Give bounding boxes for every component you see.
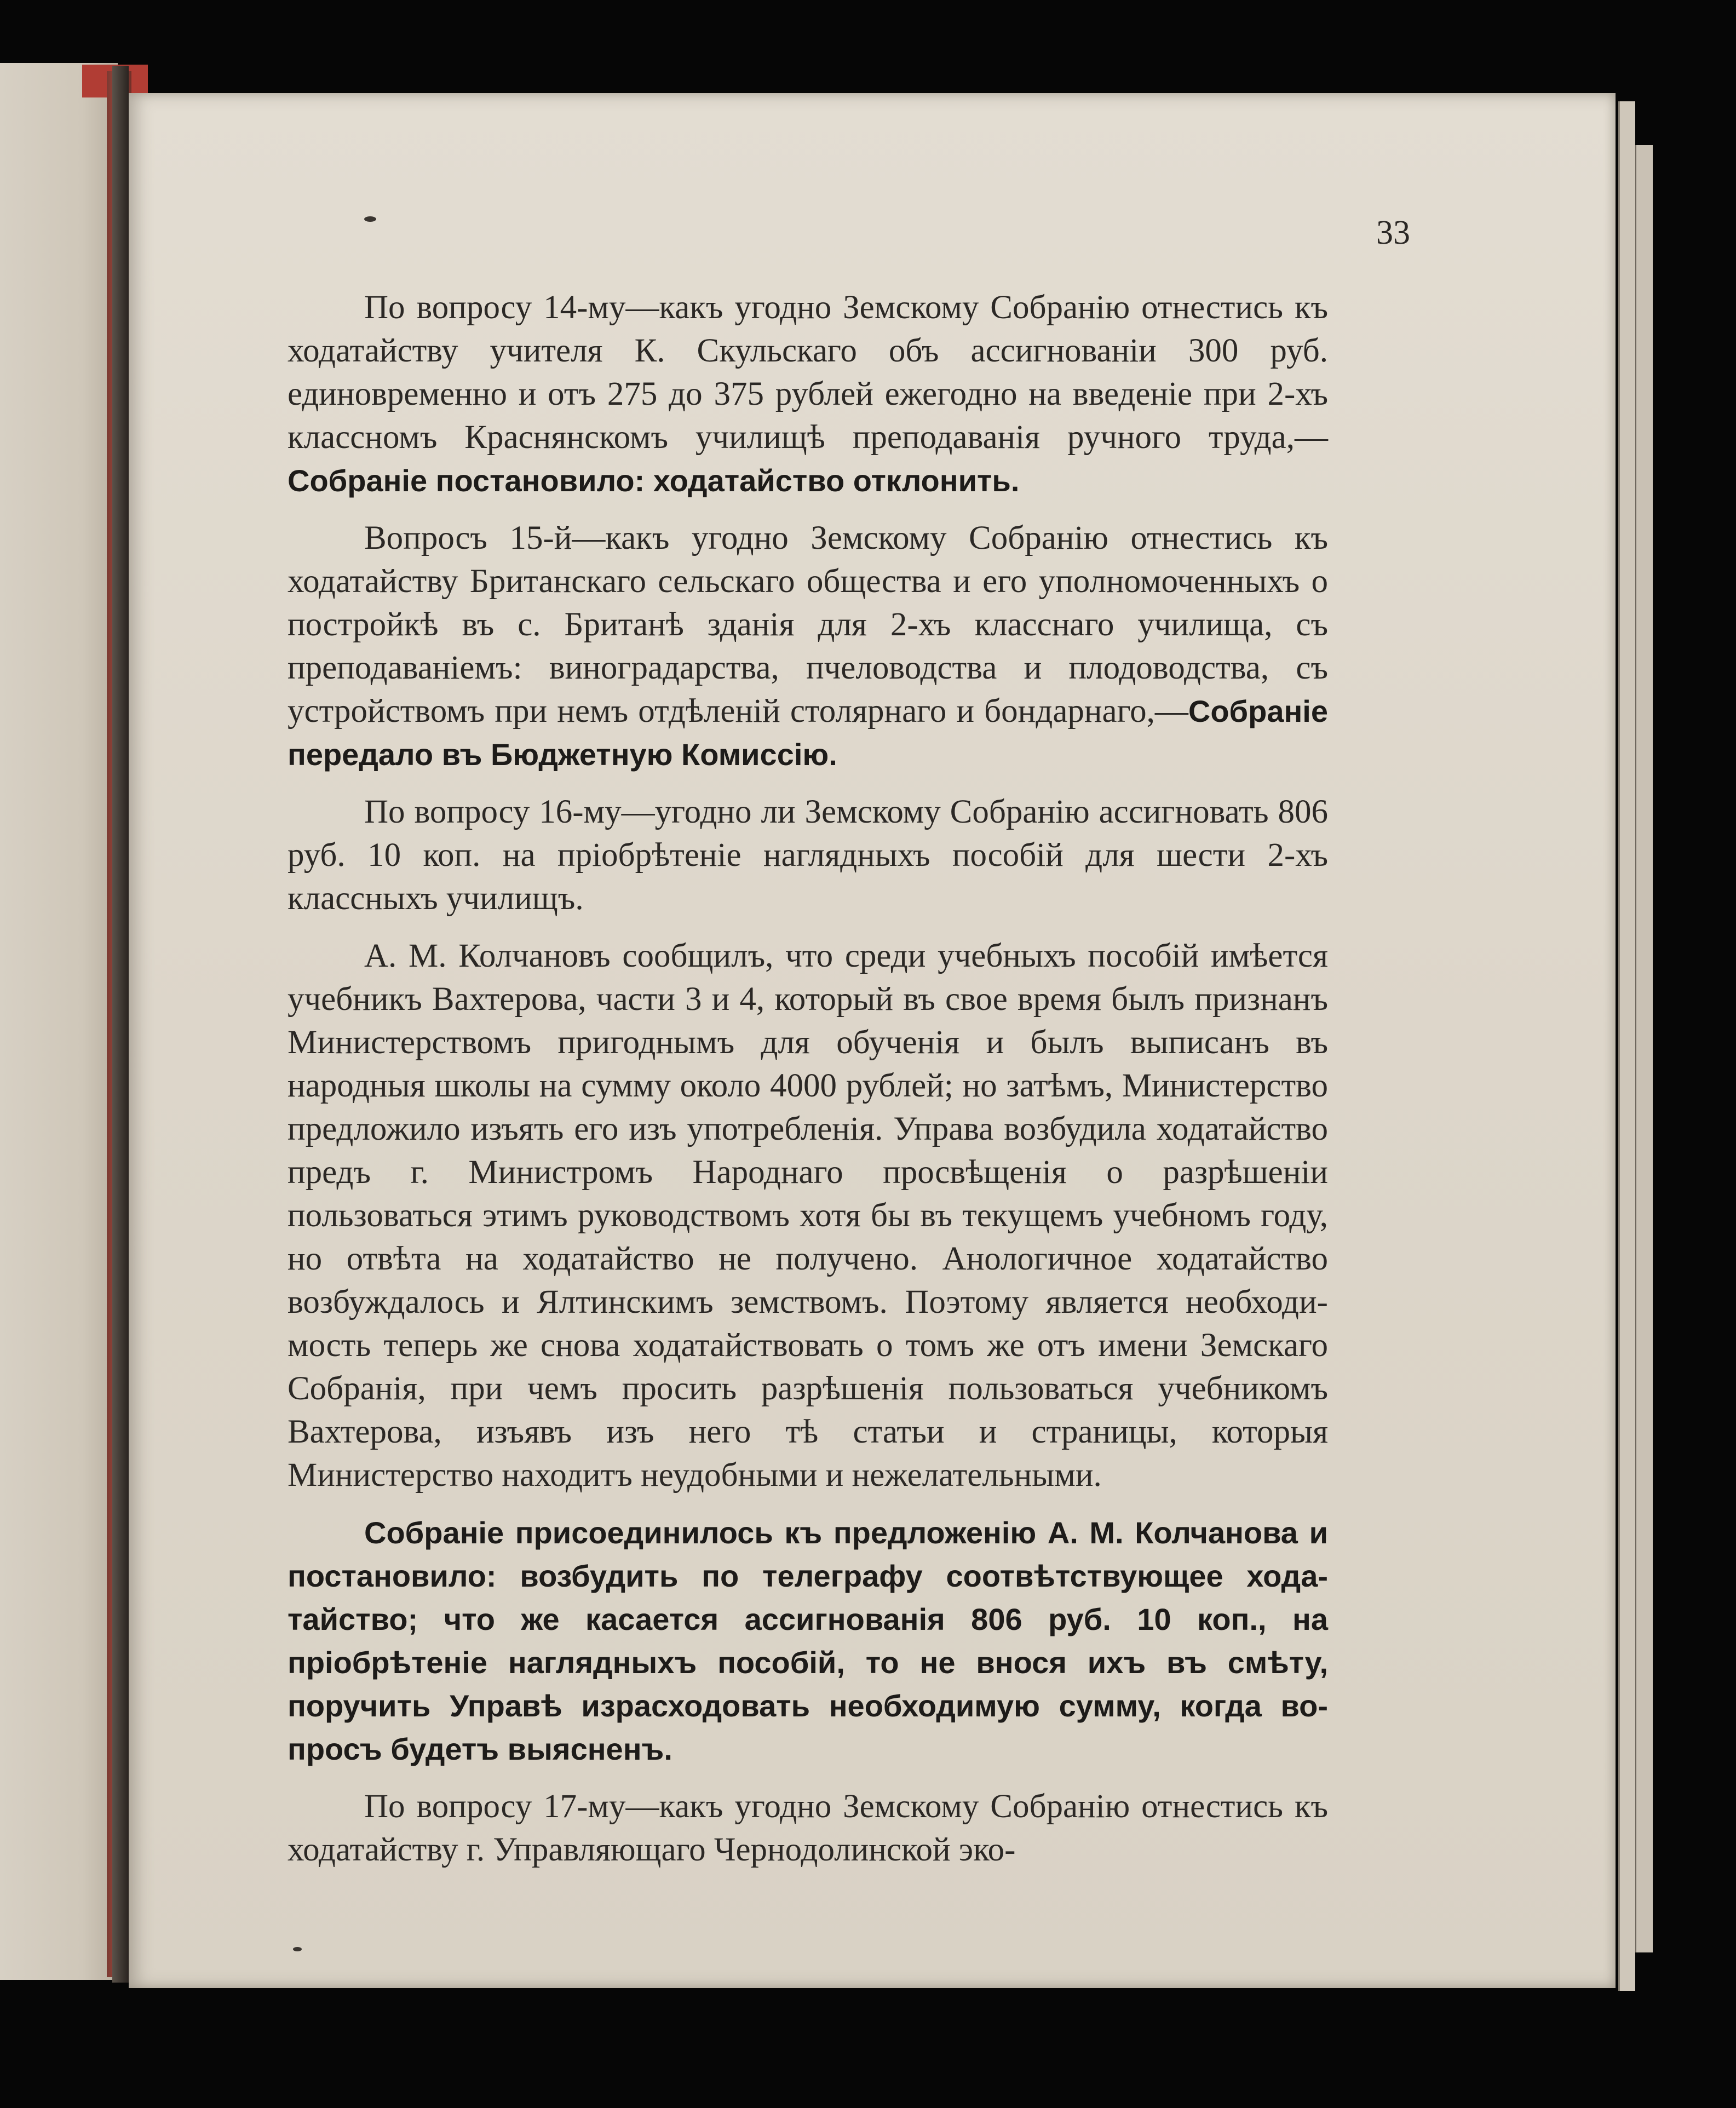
resolution-text: Собраніе постановило: ходатайство отклонить. <box>288 463 1020 498</box>
page-body <box>288 286 1328 1886</box>
paragraph-question-14 <box>288 286 1328 502</box>
paragraph-text: Вопросъ 15-й—какъ угодно Земскому Собранію отнестись къ ходатайству Британскаго сельскаго общества и его уполномоченныхъ о постройкѣ въ с. Британѣ зданія для 2-хъ класснаго училища, съ преподаваніемъ: виноградарства, пчеловодства и плодоводства, съ устройствомъ при немъ отдѣленій столярнаго и бондарнаго,— <box>288 520 1328 730</box>
page-stack-edge-back <box>1635 145 1653 1952</box>
paragraph-question-17 <box>288 1785 1328 1871</box>
paragraph-kolchanov-report <box>288 934 1328 1497</box>
paragraph-text: По вопросу 14-му—какъ угодно Земскому Собранію отнестись къ ходатайству учителя К. Скульскаго объ ассигнованіи 300 руб. единовременно и отъ 275 до 375 рублей ежегодно на введеніе при 2-хъ классномъ Краснянскомъ училищѣ преподаванія ручного труда,— <box>288 289 1328 456</box>
paragraph-question-15 <box>288 516 1328 776</box>
previous-page-edge <box>0 63 118 1980</box>
paragraph-text: По вопросу 16-му—угодно ли Земскому Собранію ассигновать 806 руб. 10 коп. на пріобрѣтеніе наглядныхъ пособій для шести 2-хъ классныхъ училищъ. <box>288 794 1328 917</box>
paragraph-resolution: Собраніе присоединилось къ предложенію А. М. Колчанова и постановило: возбудить по телеграфу соотвѣтствующее ходатайство; что же касается ассигнованія 806 руб. 10 коп., на пріобрѣтеніе наглядныхъ пособій, то не внося ихъ въ смѣту, поручить Управѣ израсходовать необходимую сумму, когда вопросъ будетъ выясненъ. <box>288 1515 1328 1766</box>
resolution-text: Собраніе передало въ Бюджетную Комиссію. <box>288 694 1328 772</box>
page-number: 33 <box>1376 214 1410 251</box>
page-stack-edge-front <box>1618 101 1635 1991</box>
paper-speck <box>364 216 376 222</box>
paragraph-question-16 <box>288 790 1328 920</box>
paper-speck <box>293 1947 302 1951</box>
paragraph-text: А. М. Колчановъ сообщилъ, что среди учебныхъ пособій имѣется учебникъ Вахтерова, части 3 и 4, который въ свое время былъ признанъ Министерствомъ пригоднымъ для обученія и былъ выписанъ въ народныя школы на сумму около 4000 рублей; но затѣмъ, Министерство предложило изъять его изъ употребленія. Управа возбудила ходатайство предъ г. Министромъ Народнаго просвѣщенія о разрѣшеніи пользоваться этимъ руководствомъ хотя бы въ текущемъ учебномъ году, но отвѣта на ходатайство не получено. Анологичное ходатайство возбуждалось и Ялтинскимъ земствомъ. Поэтому является необходимость теперь же снова ходатайствовать о томъ же отъ имени Земскаго Собранія, при чемъ просить разрѣшенія пользоваться учебникомъ Вахтерова, изъявъ изъ него тѣ статьи и страницы, которыя Министерство находитъ неудобными и нежелательными. <box>288 938 1328 1494</box>
paragraph-text: По вопросу 17-му—какъ угодно Земскому Собранію отнестись къ ходатайству г. Управляющаго Чернодолинской эко- <box>288 1788 1328 1868</box>
gutter-shadow <box>112 66 129 1983</box>
document-page <box>129 93 1616 1988</box>
